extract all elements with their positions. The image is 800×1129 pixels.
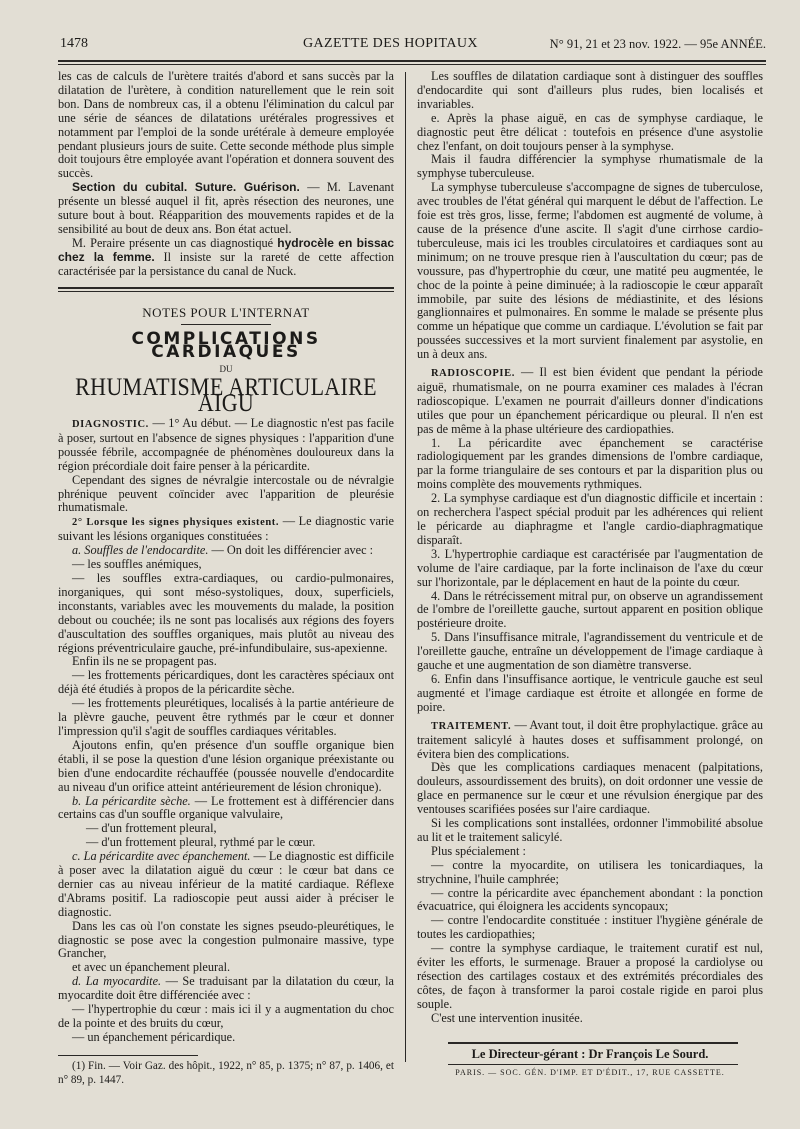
paragraph: Enfin ils ne se propagent pas.: [72, 654, 217, 669]
header-rule: [58, 60, 766, 62]
section-body: Il insiste sur la rareté de cette affection caractérisée par la persistance du canal de Nuck.: [58, 249, 394, 278]
paragraph: Ajoutons enfin, qu'en présence d'un souffle organique bien établi, il se pose la question d'une lésion organique préexistante ou bien d'une endocardite réchauffée (poussée nouvelle d'endocardite au niveau d'un orifice atteint antérieurement de lésion chronique).: [58, 737, 394, 794]
section-heading: Section du cubital. Suture. Guérison.: [72, 180, 300, 195]
list-item: 4. Dans le rétrécissement mitral pur, on observe un agrandissement de l'ombre de l'oreillette gauche, surtout apparent en position oblique postérieure droite.: [417, 588, 763, 631]
section-intro: M. Peraire présente un cas diagnostiqué: [72, 235, 274, 250]
list-item: — l'hypertrophie du cœur : mais ici il y a augmentation du choc de la pointe et des bruits du cœur,: [58, 1002, 394, 1030]
paragraph: La symphyse tuberculeuse s'accompagne de signes de tuberculose, avec troubles de l'état général qui marquent le début de l'affection. Le foie est très gros, lisse, ferme; l'abdomen est augmenté de volume, à cause de la présence d'une ascite. Il s'agit d'une cirrhose cardio-tuberculeuse, mais ici les troubles circulatoires et cardiaques sont au minimum; on ne trouve presque rien à l'auscultation du cœur; pas de voussure, pas d'hypertrophie du cœur, une matité peu augmentée, le choc de la pointe à peine diminuée; à la radioscopie le cœur apparaît immobile, par suite des lésions de médiastinite, et des lésions ganglionnaires et pulmonaires. En somme le malade se présente plus comme un hépatique que comme un cardiaque. L'évolution se fait par poussées successives et la mort survient finalement par asystolie, en un à deux ans.: [417, 180, 763, 362]
diagnostic-label: DIAGNOSTIC.: [72, 419, 149, 431]
column-divider: [405, 72, 406, 1062]
page-header: [58, 30, 766, 58]
traitement-paragraph: [417, 719, 763, 762]
footnote-rule: [58, 1055, 198, 1056]
list-item: 6. Enfin dans l'insuffisance aortique, le ventricule gauche est seul augmenté et l'image cardiaque est étroite et allongée en forme de poire.: [417, 671, 763, 714]
title-rule: [181, 324, 271, 325]
paragraph: Plus spécialement :: [431, 843, 526, 858]
notes-title: NOTES POUR L'INTERNAT: [142, 304, 310, 320]
paragraph: Dès que les complications cardiaques menacent (palpitations, douleurs, assourdissement des bruits), on doit ordonner une vessie de glace en permanence sur le cœur et une révulsion énergique par des ventouses scarifiées posées sur l'aire cardiaque.: [417, 760, 763, 817]
list-item: 2. La symphyse cardiaque est d'un diagnostic difficile et incertain : on recherchera l'aspect spécial produit par les adhérences qui relient le péricarde au diaphragme et l'angle cardio-diaphragmatique disparaît.: [417, 491, 763, 547]
list-item: 5. Dans l'insuffisance mitrale, l'agrandissement du ventricule et de l'oreillette gauche, entraîne un développement de l'image cardiaque à gauche et une augmentation de son diamètre transverse.: [417, 630, 763, 673]
radioscopie-body: — Il est bien évident que pendant la période aiguë, rhumatismale, on ne pourra examiner ces malades à l'écran radioscopique. L'examen ne pourrait d'ailleurs donner d'indications utiles que pour un épanchement péricardique ou pleural. Il n'en est pas de même à la phase ultérieure des cardiopathies.: [417, 365, 763, 436]
item-body: — Se traduisant par la dilatation du cœur, la myocardite doit être différenciée avec :: [58, 974, 395, 1003]
section-body: — M. Lavenant présente un blessé auquel il fit, après résection des neurones, une suture bout à bout. Réapparition des mouvements rapides et de la sensibilité au bout de deux ans. Bon état actuel.: [58, 180, 394, 236]
list-item: — les frottements pleurétiques, localisés à la partie antérieure de la plèvre gauche, peuvent être rythmés par le cœur et donner l'impression qu'il s'agit de souffles cardiaques véritables.: [58, 696, 394, 738]
signature-rule: [448, 1042, 738, 1044]
list-item: — d'un frottement pleural, rythmé par le cœur.: [86, 835, 316, 850]
radioscopie-label: RADIOSCOPIE.: [431, 368, 515, 380]
subsection-body: — Le diagnostic varie suivant les lésions organiques constituées :: [58, 514, 394, 544]
item-b: [58, 795, 394, 823]
section-cubital: [58, 181, 394, 237]
item-body: — Le frottement est à différencier dans certains cas d'un souffle organique valvulaire,: [58, 793, 394, 822]
paragraph: les cas de calculs de l'urètere traités d'abord et sans succès par la dilatation de l'urètere, à condition naturellement que le rein soit bon. Dans de nombreux cas, il a obtenu l'élimination du calcul par une série de séances de dilatations urétérales progressives et notamment par l'emploi de la sonde urétérale à demeure employée pendant plusieurs jours de suite. Cette seconde méthode plus simple doit toujours être employée avant l'opération et donnera souvent des succès.: [58, 69, 394, 181]
diagnostic-paragraph: [58, 417, 394, 474]
list-item: — un épanchement péricardique.: [72, 1029, 236, 1044]
page-number: 1478: [60, 36, 88, 51]
left-column: [58, 70, 394, 1088]
item-heading: c. La péricardite avec épanchement.: [72, 849, 251, 864]
section-heading: hydrocèle en bissac chez la femme.: [58, 235, 394, 264]
article-title: COMPLICATIONS CARDIAQUES: [131, 328, 321, 363]
radioscopie-paragraph: [417, 366, 763, 437]
item-d: [58, 975, 394, 1003]
item-e: e. Après la phase aiguë, en cas de symphyse cardiaque, le diagnostic peut être délicat : toutefois en présence d'une asystolie chez l'enfant, on doit toujours penser à la symphyse.: [417, 110, 763, 153]
list-item: 3. L'hypertrophie cardiaque est caractérisée par l'augmentation de volume de l'aire cardiaque, par la forte inclinaison de l'axe du cœur sur l'horizontale, par le déplacement en haut de la pointe du cœur.: [417, 546, 763, 589]
item-heading: b. La péricardite sèche.: [72, 793, 191, 808]
list-item: — les frottements péricardiques, dont les caractères spéciaux ont déjà été étudiés à propos de la péricardite sèche.: [58, 668, 394, 697]
article-subtitle: RHUMATISME ARTICULAIRE AIGU: [75, 372, 377, 417]
list-item: — contre l'endocardite constituée : instituer l'hygiène générale de toutes les cardiopathies;: [417, 913, 763, 942]
traitement-body: — Avant tout, il doit être prophylactique. grâce au traitement salicylé à hautes doses et suffisamment prolongé, on évitera bien des complications.: [417, 717, 763, 761]
item-heading: a. Souffles de l'endocardite.: [72, 543, 209, 558]
paragraph: et avec un épanchement pleural.: [72, 960, 231, 975]
header-rule-thin: [58, 64, 766, 65]
paragraph-2: [58, 515, 394, 544]
section-hydrocele: [58, 237, 394, 279]
article-title-du: DU: [219, 364, 233, 375]
paragraph: Les souffles de dilatation cardiaque sont à distinguer des souffles d'endocardite qui sont d'ailleurs plus rudes, bien localisés et invariables.: [417, 69, 763, 111]
paragraph: Si les complications sont installées, ordonner l'immobilité absolue au lit et le traitement salicylé.: [417, 816, 763, 844]
issue-info: N° 91, 21 et 23 nov. 1922. — 95e ANNÉE.: [549, 37, 766, 51]
printer-rule: [448, 1064, 738, 1065]
list-item: — contre la symphyse cardiaque, le traitement curatif est nul, éviter les efforts, le surmenage. Brauer a proposé la cardiolyse ou résection des cartilages costaux et des extrémités précordiales des côtes, de façon à transformer la paroi costale rigide en paroi plus souple.: [417, 941, 763, 1011]
item-heading: d. La myocardite.: [72, 974, 162, 989]
item-a: [58, 544, 394, 558]
item-c: [58, 850, 394, 920]
paragraph: Mais il faudra différencier la symphyse rhumatismale de la symphyse tuberculeuse.: [417, 152, 763, 181]
item-body: — On doit les différencier avec :: [211, 543, 374, 558]
traitement-label: TRAITEMENT.: [431, 720, 512, 732]
paragraph: Cependant des signes de névralgie intercostale ou de névralgie phrénique peuvent coïncider avec l'apparition de pleurésie rhumatismale.: [58, 472, 394, 515]
paragraph: C'est une intervention inusitée.: [431, 1010, 583, 1025]
item-body: — Le diagnostic est difficile à poser avec la dilatation aiguë du cœur : le cœur bat dans ce dernier cas au niveau inférieur de la matité cardiaque. Réflexe d'Abrams positif. La radioscopie peut aussi aider à préciser le diagnostic.: [58, 849, 395, 919]
subsection-label: 2° Lorsque les signes physiques existent.: [72, 517, 280, 529]
paragraph: Dans les cas où l'on constate les signes pseudo-pleurétiques, le diagnostic se pose avec la congestion pulmonaire massive, type Grancher,: [58, 918, 394, 961]
list-item: — contre la myocardite, on utilisera les tonicardiaques, la strychnine, l'huile camphrée;: [417, 857, 763, 886]
list-item: — les souffles extra-cardiaques, ou cardio-pulmonaires, inorganiques, qui sont méso-systoliques, doux, superficiels, inconstants, variables avec les mouvements du malade, la position debout ou couchée; ils ne sont pas localisés aux régions des foyers d'auscultation des souffles organiques, mais plutôt au niveau des régions préventriculaire gauche, pré-infundibulaire, sus-apexienne.: [58, 571, 394, 655]
list-item: 1. La péricardite avec épanchement se caractérise radiologiquement par les grandes dimensions de l'ombre cardiaque, par la forme triangulaire de ses contours et par la disparition plus ou moins complète des mouvements rythmiques.: [417, 435, 763, 492]
signature: Le Directeur-gérant : Dr François Le Sourd.: [471, 1047, 709, 1061]
list-item: — les souffles anémiques,: [72, 557, 202, 572]
list-item: — contre la péricardite avec épanchement abondant : la ponction évacuatrice, qui éloignera les accidents syncopaux;: [417, 885, 763, 914]
diagnostic-body: — 1° Au début. — Le diagnostic n'est pas facile à poser, surtout en l'absence de signes physiques : l'apparition d'une poussée fébrile, accompagnée de phénomènes douloureux dans la région précordiale doit faire penser à la péricardite.: [58, 416, 394, 473]
right-column: [417, 70, 763, 1026]
printer-line: PARIS. — SOC. GÉN. D'IMP. ET D'ÉDIT., 17, RUE CASSETTE.: [455, 1068, 725, 1077]
list-item: — d'un frottement pleural,: [86, 821, 217, 836]
section-rule: [58, 287, 394, 292]
footnote: (1) Fin. — Voir Gaz. des hôpit., 1922, n° 85, p. 1375; n° 87, p. 1406, et n° 89, p. 1447.: [58, 1059, 394, 1086]
journal-title: GAZETTE DES HOPITAUX: [303, 36, 478, 51]
